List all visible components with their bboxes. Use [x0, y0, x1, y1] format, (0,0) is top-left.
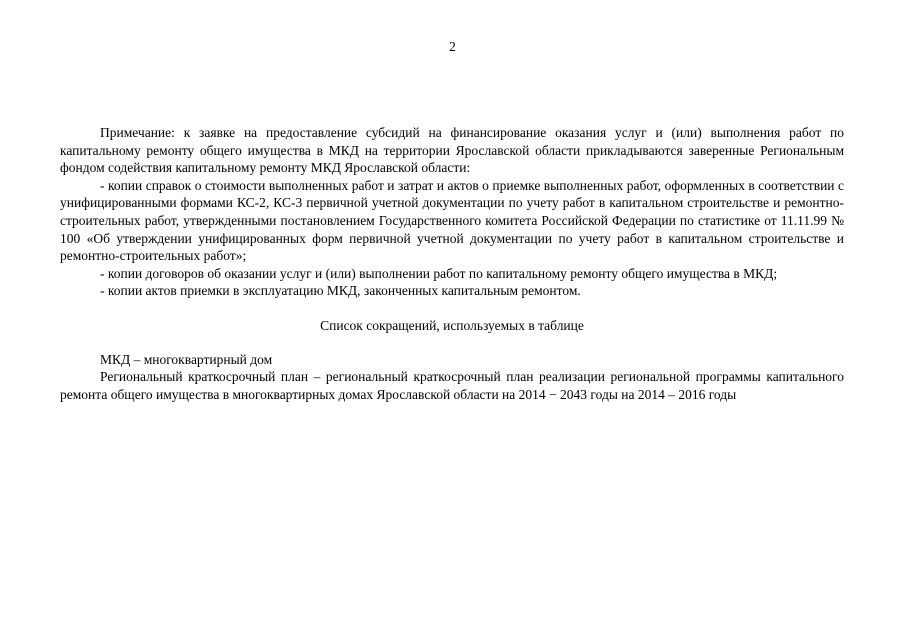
document-body: [60, 124, 844, 403]
abbreviation-entry: Региональный краткосрочный план – региональный краткосрочный план реализации региональной программы капитального ремонта общего имущества в многоквартирных домах Ярославской области на 2014 − 2043 годы на 2014 – 2016 годы: [60, 369, 844, 402]
note-item: - копии справок о стоимости выполненных работ и затрат и актов о приемке выполненных работ, оформленных в соответствии с унифицированными формами КС-2, КС-3 первичной учетной документации по учету работ в капитальном строительстве и ремонтно-строительных работ, утвержденными постановлением Государственного комитета Российской Федерации по статистике от 11.11.99 № 100 «Об утверждении унифицированных форм первичной учетной документации по учету работ в капитальном строительстве и ремонтно-строительных работ»;: [60, 177, 844, 264]
abbreviation-entry: МКД – многоквартирный дом: [100, 351, 273, 367]
note-item: - копии актов приемки в эксплуатацию МКД, законченных капитальным ремонтом.: [100, 283, 581, 299]
note-intro: Примечание: к заявке на предоставление субсидий на финансирование оказания услуг и (или) выполнения работ по капитальному ремонту общего имущества в МКД на территории Ярославской области прикладываются заверенные Региональным фондом содействия капитальному ремонту МКД Ярославской области:: [60, 125, 844, 176]
abbreviations-heading: Список сокращений, используемых в таблице: [320, 317, 584, 333]
note-item: - копии договоров об оказании услуг и (или) выполнении работ по капитальному ремонту общего имущества в МКД;: [100, 265, 778, 281]
page-number: 2: [449, 39, 456, 54]
